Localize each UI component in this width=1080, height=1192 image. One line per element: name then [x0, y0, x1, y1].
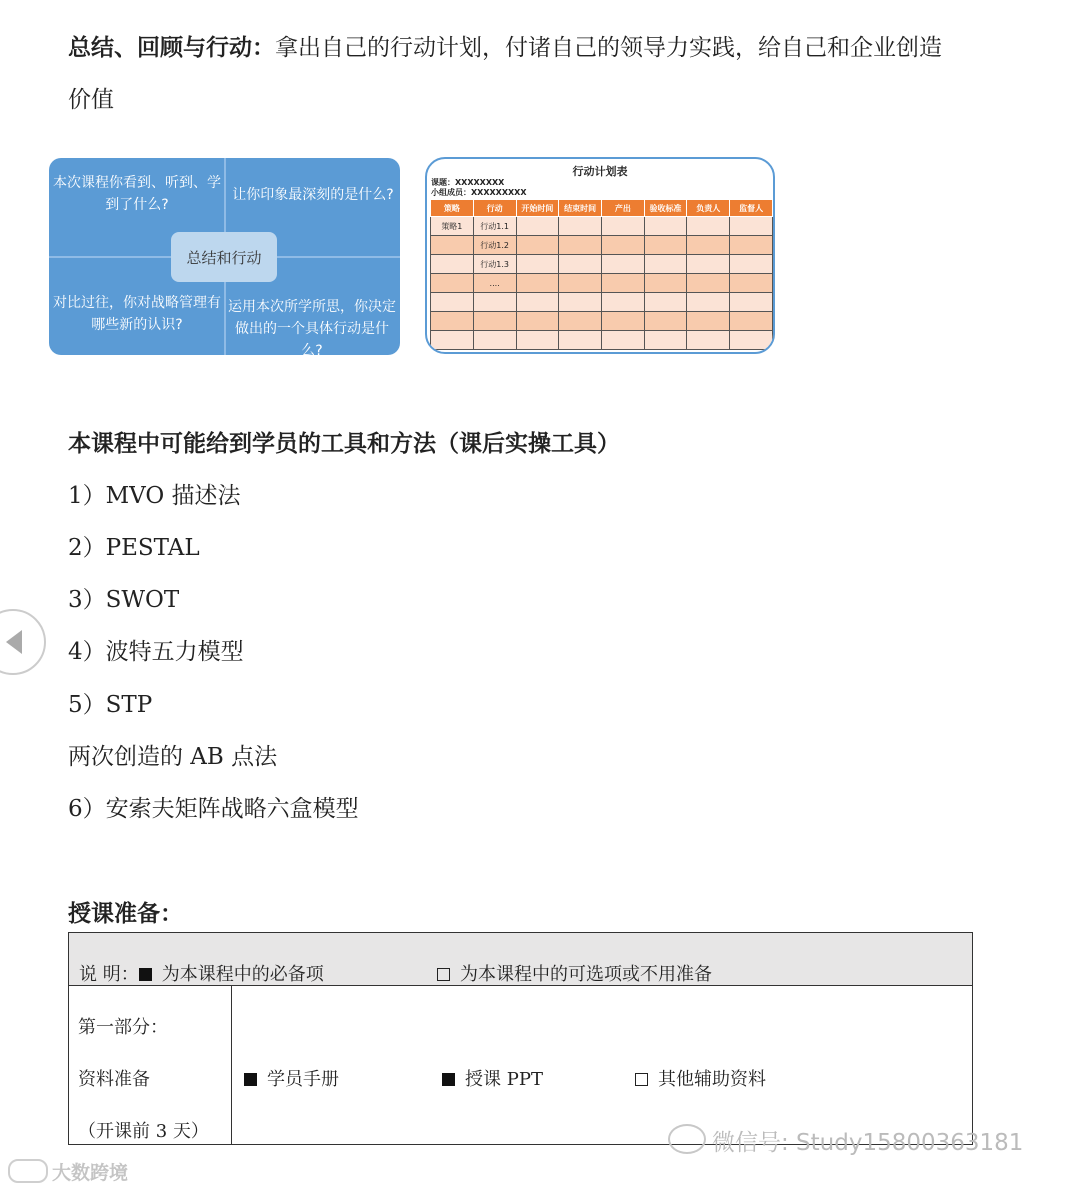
plan-cell — [473, 331, 516, 350]
plan-cell — [431, 236, 474, 255]
previous-page-button[interactable] — [0, 609, 46, 675]
action-plan-header-row — [431, 200, 773, 217]
plan-header-cell: 结束时间 — [559, 200, 602, 217]
plan-header-cell: 产出 — [601, 200, 644, 217]
wechat-icon — [668, 1124, 706, 1154]
prep-item-other — [635, 1065, 766, 1091]
prep-timing-label: （开课前 3 天） — [78, 1121, 209, 1142]
plan-cell: 行动1.2 — [473, 236, 516, 255]
plan-header-cell: 负责人 — [687, 200, 730, 217]
table-row — [431, 255, 773, 274]
list-item: 两次创造的 AB 点法 — [68, 744, 278, 770]
list-item: 4）波特五力模型 — [68, 639, 244, 665]
chevron-left-icon — [6, 630, 22, 654]
action-plan-topic: 课题：XXXXXXXX — [431, 178, 505, 187]
tools-heading: 本课程中可能给到学员的工具和方法（课后实操工具） — [68, 430, 620, 457]
plan-header-cell: 策略 — [431, 200, 474, 217]
quad-top-left-line1: 本次课程你看到、听到、学 — [53, 175, 221, 191]
table-row — [431, 236, 773, 255]
prep-item-student-handbook — [244, 1065, 339, 1091]
quad-bottom-right-line2: 做出的一个具体行动是什么? — [235, 321, 389, 359]
prep-item-label: 授课 PPT — [465, 1069, 543, 1090]
list-item: 2）PESTAL — [68, 535, 200, 561]
table-row — [431, 217, 773, 236]
prep-column-divider — [231, 986, 232, 1144]
plan-cell — [431, 331, 474, 350]
summary-heading: 总结、回顾与行动： — [68, 34, 275, 61]
plan-header-cell: 监督人 — [730, 200, 773, 217]
table-row — [431, 274, 773, 293]
plan-cell — [431, 312, 474, 331]
brand-watermark — [8, 1158, 128, 1185]
prep-heading: 授课准备： — [68, 900, 183, 927]
brand-name: 大数跨境 — [52, 1162, 129, 1184]
legend-required: 为本课程中的必备项 — [161, 964, 324, 985]
plan-cell — [473, 293, 516, 312]
list-item: 6）安索夫矩阵战略六盒模型 — [68, 796, 359, 822]
action-plan-members: 小组成员：XXXXXXXXX — [431, 188, 527, 197]
action-plan-grid — [430, 199, 773, 350]
filled-square-icon — [139, 968, 152, 981]
plan-cell: 行动1.1 — [473, 217, 516, 236]
action-plan-title: 行动计划表 — [572, 165, 628, 178]
prep-item-label: 其他辅助资料 — [658, 1069, 766, 1090]
list-item: 1）MVO 描述法 — [68, 483, 241, 509]
filled-square-icon — [244, 1073, 257, 1086]
plan-cell — [431, 255, 474, 274]
action-plan-table — [425, 157, 775, 354]
brand-logo-icon — [8, 1159, 48, 1183]
plan-cell — [431, 293, 474, 312]
plan-header-cell: 验收标准 — [644, 200, 687, 217]
prep-item-label: 学员手册 — [267, 1069, 339, 1090]
legend-prefix: 说 明： — [79, 964, 139, 985]
prep-legend-row — [69, 933, 972, 986]
quad-bottom-right-line1: 运用本次所学所思，你决定 — [228, 299, 396, 315]
quad-bottom-left-line2: 哪些新的认识? — [91, 317, 183, 333]
summary-text: 拿出自己的行动计划，付诸自己的领导力实践，给自己和企业创造 — [275, 35, 942, 61]
plan-cell — [473, 312, 516, 331]
table-row — [431, 331, 773, 350]
prep-table — [68, 932, 973, 1145]
plan-header-cell: 行动 — [473, 200, 516, 217]
prep-part-label: 第一部分： — [78, 1017, 168, 1038]
wechat-id: 微信号: Study15800363181 — [712, 1130, 1024, 1156]
quad-bottom-left — [53, 292, 221, 336]
summary-line-2: 价值 — [68, 87, 114, 113]
list-item: 5）STP — [68, 692, 153, 718]
summary-action-diagram — [49, 158, 400, 359]
filled-square-icon — [442, 1073, 455, 1086]
wechat-watermark — [668, 1124, 1023, 1157]
plan-cell: 行动1.3 — [473, 255, 516, 274]
plan-header-cell: 开始时间 — [516, 200, 559, 217]
summary-line-1 — [68, 22, 942, 74]
legend-optional: 为本课程中的可选项或不用准备 — [460, 964, 712, 985]
prep-legend — [79, 960, 324, 986]
list-item: 3）SWOT — [68, 587, 180, 613]
quad-bottom-right — [225, 296, 399, 362]
empty-square-icon — [437, 968, 450, 981]
prep-item-ppt — [442, 1065, 543, 1091]
quad-top-left — [53, 172, 221, 216]
empty-square-icon — [635, 1073, 648, 1086]
table-row — [431, 293, 773, 312]
plan-cell — [431, 274, 474, 293]
prep-legend-optional — [437, 960, 712, 986]
quad-top-left-line2: 到了什么? — [105, 197, 169, 213]
table-row — [431, 312, 773, 331]
plan-cell: .... — [473, 274, 516, 293]
quad-center-label: 总结和行动 — [171, 232, 277, 282]
quad-top-right: 让你印象最深刻的是什么? — [232, 187, 394, 203]
prep-materials-label: 资料准备 — [78, 1069, 150, 1090]
plan-cell: 策略1 — [431, 217, 474, 236]
quad-bottom-left-line1: 对比过往，你对战略管理有 — [53, 295, 221, 311]
